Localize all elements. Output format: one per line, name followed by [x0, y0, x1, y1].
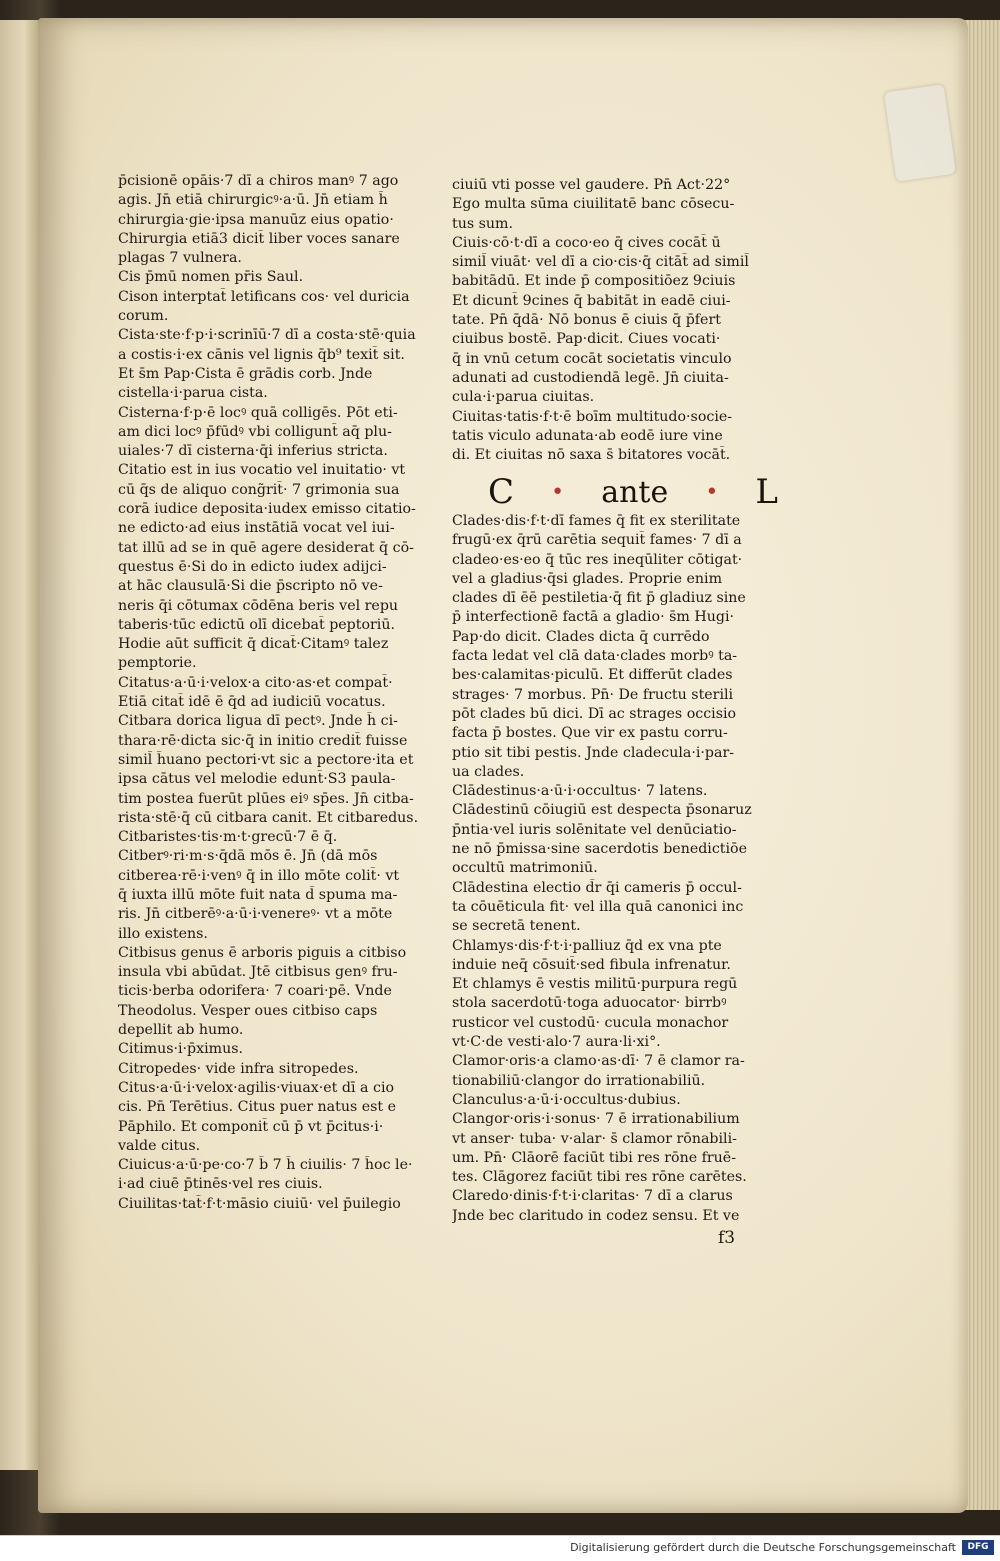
text-line: Et s̄m Pap·Cista ē grādis corb. Jnde	[118, 365, 373, 382]
text-line: Clādestinū cōiugiū est despecta p̄sonaruz	[452, 802, 752, 819]
text-line: Ciuicus·a·ū·pe·co·7 b̄ 7 h̄ ciuilis· 7 h̄oc le·	[118, 1157, 413, 1174]
text-line: at hāc clausulā·Si die p̄scripto nō ve-	[118, 578, 383, 595]
bookmark-strip	[884, 84, 956, 181]
text-line: tus sum.	[452, 215, 514, 232]
footer-bar	[0, 1535, 1000, 1561]
red-dot-ornament: •	[705, 479, 719, 505]
text-line: induie neq̄ cōsuit̄·sed fibula infrenatur.	[452, 956, 731, 973]
text-line: Pap·do dicit. Clades dicta q̄ currēdo	[452, 628, 710, 645]
text-line: ptio sit tibi pestis. Jnde cladecula·i·par-	[452, 744, 735, 761]
text-line: Citropedes· vide infra sitropedes.	[118, 1060, 359, 1077]
right-text-column-bottom	[452, 512, 764, 1226]
text-line: tatis viculo adunata·ab eodē iure vine	[452, 427, 723, 444]
text-line: di. Et ciuitas nō saxa s̄ bitatores vocāt̄.	[452, 447, 731, 464]
text-line: pōt clades bū dici. Dī ac strages occisio	[452, 705, 737, 722]
signature-mark: f3	[718, 1228, 736, 1248]
text-line: agis. Jn̄ etiā chirurgicꝰ·a·ū. Jn̄ etiam h̄	[118, 192, 388, 209]
text-line: occultū matrimoniū.	[452, 860, 598, 877]
text-line: corum.	[118, 308, 169, 325]
text-line: Clades·dis·f·t·dī fames q̄ fit ex sterilitate	[452, 513, 741, 529]
text-line: adunati ad custodiendā legē. Jn̄ ciuita-	[452, 369, 729, 386]
text-line: thara·rē·dicta sic·q̄ in initio credit̄ fuisse	[118, 732, 408, 749]
text-line: simil̄ h̄uano pectori·vt sic a pectore·ita et	[118, 751, 414, 768]
text-line: Clangor·oris·i·sonus· 7 ē irrationabilium	[452, 1111, 740, 1128]
text-line: tat illū ad se in quē agere desiderat q̄ cō-	[118, 539, 414, 556]
text-line: Pāphilo. Et componit̄ cū p̄ vt p̄citus·i·	[118, 1118, 384, 1135]
text-line: Citatus·a·ū·i·velox·a cito·as·et compat̄·	[118, 674, 393, 691]
heading-letter-l: L	[755, 472, 778, 512]
text-line: Clamor·oris·a clamo·as·dī· 7 ē clamor ra-	[452, 1053, 745, 1070]
text-line: Cista·ste·f·p·i·scrinīū·7 dī a costa·stē·quia	[118, 327, 416, 344]
text-line: ris. Jn̄ citberēꝰ·a·ū·i·venereꝰ· vt a mōte	[118, 906, 393, 923]
text-line: a costis·i·ex cānis vel lignis q̄b⁹ texit̄ sit.	[118, 346, 405, 363]
text-line: vt·C·de vesti·alo·7 aura·li·xi°.	[452, 1034, 661, 1051]
text-line: Chlamys·dis·f·t·i·palliuz q̄d ex vna pte	[452, 937, 722, 954]
heading-letter-c: C	[488, 472, 515, 512]
text-line: Clanculus·a·ū·i·occultus·dubius.	[452, 1091, 681, 1108]
text-line: i·ad ciuē p̄tinēs·vel res ciuis.	[118, 1176, 323, 1193]
text-line: questus ē·Si do in edicto iudex adijci-	[118, 558, 387, 575]
text-line: p̄ interfectionē factā a gladio· s̄m Hugi·	[452, 609, 734, 626]
text-line: Citus·a·ū·i·velox·agilis·viuax·et dī a cio	[118, 1079, 395, 1096]
text-line: Citimus·i·p̄ximus.	[118, 1041, 244, 1058]
text-line: Hodie aūt sufficit q̄ dicat̄·Citamꝰ talez	[118, 636, 389, 653]
text-line: frugū·ex q̄rū carētia sequit̄ fames· 7 dī a	[452, 532, 742, 549]
text-line: Cison interptat̄ letificans cos· vel duricia	[118, 288, 410, 305]
text-line: tate. Pn̄ q̄dā· Nō bonus ē ciuis q̄ p̄fert	[452, 312, 721, 329]
text-line: ciuiū vti posse vel gaudere. Pn̄ Act·22°	[452, 177, 731, 193]
text-line: Clādestinus·a·ū·i·occultus· 7 latens.	[452, 783, 708, 800]
text-line: stola sacerdotū·toga aduocator· birrbꝰ	[452, 995, 727, 1012]
text-line: bes·calamitas·piculū. Et differūt clades	[452, 667, 733, 684]
text-line: corā iudice deposita·iudex emisso citatio-	[118, 501, 416, 518]
footer-credit: Digitalisierung gefördert durch die Deutsche Forschungsgemeinschaft	[570, 1541, 956, 1554]
red-dot-ornament: •	[551, 479, 565, 505]
text-line: clades dī ēē pestiletia·q̄ fit p̄ gladiuz sine	[452, 590, 746, 607]
text-line: Citbara dorica ligua dī pectꝰ. Jnde h̄ ci-	[118, 713, 398, 730]
text-line: neris q̄i cōtumax cōdēna beris vel repu	[118, 597, 399, 614]
text-line: Jnde bec claritudo in codez sensu. Et ve	[452, 1207, 740, 1224]
text-line: q̄ iuxta illū mōte fuit nata d̄ spuma ma-	[118, 886, 398, 903]
right-text-column-top	[452, 176, 764, 465]
text-line: p̄cisionē opāis·7 dī a chiros manꝰ 7 ago	[118, 173, 399, 189]
text-line: tes. Clāgorez faciūt tibi res rōne carētes.	[452, 1169, 747, 1186]
text-line: vel a gladius·q̄si glades. Proprie enim	[452, 570, 723, 587]
text-line: Cisterna·f·p·ē locꝰ quā colligēs. Pōt eti-	[118, 404, 398, 421]
text-line: Etiā citat̄ idē ē q̄d ad iudiciū vocatus.	[118, 694, 386, 711]
text-line: citberea·rē·i·venꝰ q̄ in illo mōte colit̄· vt	[118, 867, 400, 884]
text-line: Ciuilitas·tat̄·f·t·māsio ciuiū· vel p̄uilegio	[118, 1195, 401, 1212]
text-line: chirurgia·gie·ipsa manuūz eius opatio·	[118, 211, 394, 228]
text-line: um. Pn̄· Clāorē faciūt tibi res rōne fruē-	[452, 1149, 736, 1166]
text-line: Theodolus. Vesper oues citbiso caps	[118, 1002, 378, 1019]
text-line: facta p̄ bostes. Que vir ex pastu corru-	[452, 725, 728, 742]
text-line: tionabiliū·clangor do irrationabiliū.	[452, 1072, 706, 1089]
text-line: se secretā tenent.	[452, 918, 581, 935]
facing-page-edge	[0, 20, 41, 1470]
text-line: Clādestina electio d̄r q̄i cameris p̄ occul-	[452, 879, 742, 896]
text-line: q̄ in vnū cetum cocāt societatis vinculo	[452, 350, 732, 367]
text-line: rista·stē·q̄ cū citbara canit. Et citbaredus.	[118, 809, 418, 826]
text-line: ticis·berba odorifera· 7 coari·pē. Vnde	[118, 983, 392, 1000]
text-line: simil̄ viuāt· vel dī a cio·cis·q̄ citāt̄ ad simil̄	[452, 254, 749, 271]
text-line: valde citus.	[118, 1137, 201, 1154]
text-line: illo existens.	[118, 925, 208, 942]
text-line: Ciuis·cō·t·dī a coco·eo q̄ cives cocāt̄ ū	[452, 234, 721, 251]
heading-ante: ante	[601, 474, 669, 510]
text-line: Ego multa sūma ciuilitatē banc cōsecu-	[452, 196, 735, 213]
text-line: taberis·tūc edictū olī dicebat̄ peptoriū.	[118, 616, 395, 633]
text-line: cladeo·es·eo q̄ tūc res ineqūliter cōtigat·	[452, 551, 743, 568]
text-line: plagas 7 vulnera.	[118, 250, 242, 267]
text-line: vt anser· tuba· v·alar· s̄ clamor rōnabili-	[452, 1130, 737, 1147]
text-line: tim postea fuerūt plūes eiꝰ sp̄es. Jn̄ citba-	[118, 790, 414, 807]
text-line: cula·i·parua ciuitas.	[452, 389, 595, 406]
text-line: Et chlamys ē vestis militū·purpura regū	[452, 976, 738, 993]
text-line: cistella·i·parua cista.	[118, 385, 268, 402]
text-line: cis. Pn̄ Terētius. Citus puer natus est e	[118, 1099, 397, 1116]
text-line: ipsa cātus vel melodie edunt̄·S3 paula-	[118, 771, 396, 788]
text-line: Cis p̄mū nomen pr̄is Saul.	[118, 269, 304, 286]
text-line: Ciuitas·tatis·f·t·ē boīm multitudo·socie-	[452, 408, 733, 425]
text-line: Claredo·dinis·f·t·i·claritas· 7 dī a clarus	[452, 1188, 733, 1205]
section-heading	[488, 472, 778, 512]
text-line: am dici locꝰ p̄fūdꝰ vbi colligunt̄ aq̄ plu-	[118, 423, 392, 440]
text-line: depellit ab humo.	[118, 1022, 244, 1039]
text-line: uiales·7 dī cisterna·q̄i inferius stricta.	[118, 443, 388, 460]
text-line: cū q̄s de aliquo cong̃rit̄· 7 grimonia sua	[118, 481, 400, 498]
text-line: p̄ntia·vel iuris solēnitate vel denūciatio-	[452, 821, 737, 838]
text-line: facta ledat vel clā data·clades morbꝰ ta-	[452, 648, 738, 665]
text-line: strages· 7 morbus. Pn̄· De fructu sterili	[452, 686, 734, 703]
text-line: insula vbi abūdat. Jtē citbisus genꝰ fru-	[118, 964, 398, 981]
text-line: Citatio est in ius vocatio vel inuitatio· vt	[118, 462, 406, 479]
dfg-logo: DFG	[962, 1540, 994, 1555]
text-line: rusticor vel custodū· cucula monachor	[452, 1014, 729, 1031]
text-line: ne nō p̄missa·sine sacerdotis benedictiōe	[452, 841, 747, 858]
text-line: pemptorie.	[118, 655, 197, 672]
text-line: babitādū. Et inde p̄ compositiōez 9ciuis	[452, 273, 736, 290]
text-line: ciuibus bostē. Pap·dicit. Ciues vocati·	[452, 331, 721, 348]
text-line: Citbaristes·tis·m·t·grecū·7 ē q̄.	[118, 829, 338, 846]
text-line: Citbisus genus ē arboris piguis a citbiso	[118, 944, 407, 961]
text-line: Et dicunt̄ 9cines q̄ babitāt in eadē ciui-	[452, 292, 731, 309]
text-line: Citberꝰ·ri·m·s·q̄dā mōs ē. Jn̄ (dā mōs	[118, 848, 378, 865]
text-line: Chirurgia etiā3 dicit̄ liber voces sanare	[118, 230, 400, 247]
left-text-column	[118, 172, 418, 1214]
text-line: ta cōuēticula fit· vel illa quā canonici inc	[452, 898, 744, 915]
text-line: ua clades.	[452, 763, 525, 780]
text-line: ne edicto·ad eius instātiā vocat vel iui-	[118, 520, 395, 537]
